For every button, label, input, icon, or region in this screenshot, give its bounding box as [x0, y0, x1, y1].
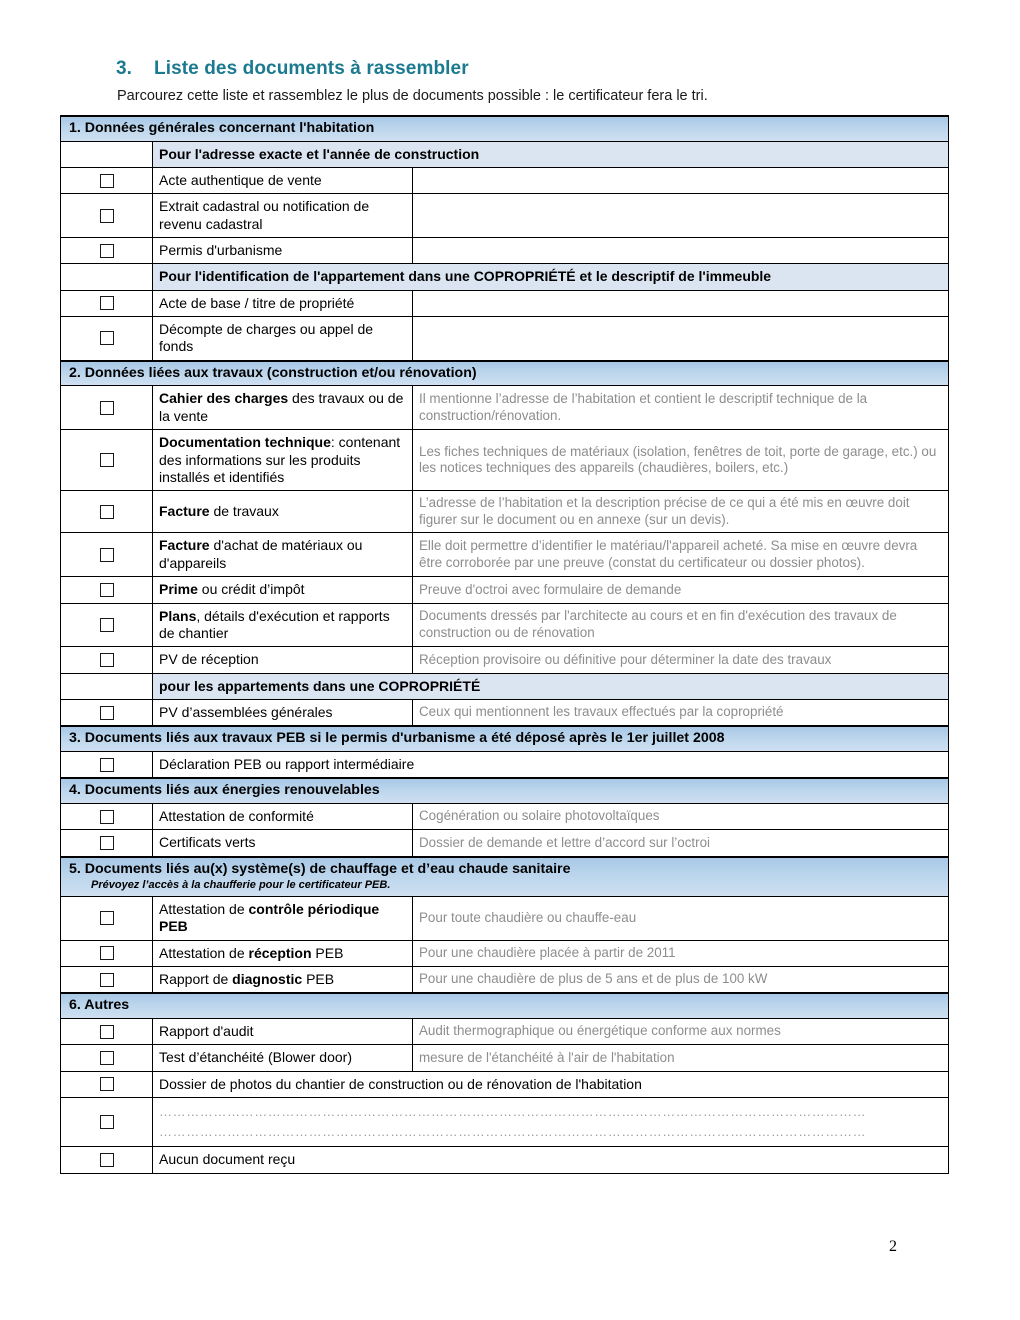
checkbox-empty-icon[interactable] [100, 946, 114, 960]
checkbox-cell[interactable] [61, 966, 153, 993]
checkbox-empty-icon[interactable] [100, 706, 114, 720]
section-title: 6. Autres [69, 997, 130, 1014]
row-label: Prime ou crédit d’impôt [153, 577, 413, 603]
row-label: Aucun document reçu [153, 1147, 949, 1173]
table-row [61, 167, 949, 193]
section-header-2 [61, 361, 949, 386]
row-description: Réception provisoire ou définitive pour déterminer la date des travaux [413, 647, 949, 673]
checkbox-cell[interactable] [61, 1018, 153, 1044]
checkbox-empty-icon[interactable] [100, 973, 114, 987]
checkbox-empty-icon[interactable] [100, 244, 114, 258]
checkbox-empty-icon[interactable] [100, 1051, 114, 1065]
table-row [61, 533, 949, 577]
checkbox-empty-icon[interactable] [100, 505, 114, 519]
checkbox-cell[interactable] [61, 577, 153, 603]
section-header-3 [61, 726, 949, 751]
section-title: 4. Documents liés aux énergies renouvelables [69, 782, 380, 799]
checkbox-empty-icon[interactable] [100, 583, 114, 597]
checkbox-empty-icon[interactable] [100, 810, 114, 824]
section-title: 5. Documents liés au(x) système(s) de chauffage et d’eau chaude sanitaire [69, 860, 571, 877]
checkbox-empty-icon[interactable] [100, 1153, 114, 1167]
checkbox-cell[interactable] [61, 1045, 153, 1071]
row-description: Documents dressés par l'architecte au cours et en fin d'exécution des travaux de construction ou de rénovation [413, 603, 949, 647]
table-row [61, 896, 949, 940]
intro-paragraph: Parcourez cette liste et rassemblez le plus de documents possible : le certificateur fera le tri. [117, 88, 708, 104]
checkbox-empty-icon[interactable] [100, 836, 114, 850]
sub-header-label: pour les appartements dans une COPROPRIÉTÉ [153, 673, 949, 699]
row-description: Pour toute chaudière ou chauffe-eau [413, 896, 949, 940]
section-header-1 [61, 116, 949, 141]
checkbox-cell[interactable] [61, 491, 153, 533]
write-in-field[interactable] [153, 1098, 949, 1147]
checkbox-empty-icon[interactable] [100, 401, 114, 415]
row-description: Audit thermographique ou énergétique conforme aux normes [413, 1018, 949, 1044]
table-row [61, 699, 949, 726]
page-number: 2 [889, 1238, 897, 1255]
table-row [61, 940, 949, 966]
row-label: Test d’étanchéité (Blower door) [153, 1045, 413, 1071]
checkbox-cell[interactable] [61, 603, 153, 647]
table-row [61, 194, 949, 238]
sub-header-label: Pour l'identification de l'appartement dans une COPROPRIÉTÉ et le descriptif de l'immeuble [153, 264, 949, 290]
checkbox-cell[interactable] [61, 317, 153, 361]
row-label: Documentation technique: contenant des informations sur les produits installés et identifiés [153, 430, 413, 491]
row-description [413, 317, 949, 361]
checkbox-empty-icon[interactable] [100, 653, 114, 667]
row-description: Ceux qui mentionnent les travaux effectués par la copropriété [413, 699, 949, 726]
sub-header-row [61, 673, 949, 699]
sub-header-label: Pour l'adresse exacte et l'année de construction [153, 141, 949, 167]
row-label: Attestation de conformité [153, 803, 413, 829]
checkbox-cell[interactable] [61, 533, 153, 577]
row-label: Attestation de contrôle périodique PEB [153, 896, 413, 940]
section-title: 3. Documents liés aux travaux PEB si le permis d'urbanisme a été déposé après le 1er juillet 2008 [69, 730, 725, 747]
checkbox-cell[interactable] [61, 167, 153, 193]
checkbox-cell[interactable] [61, 430, 153, 491]
row-description: Il mentionne l’adresse de l’habitation et contient le descriptif technique de la construction/rénovation. [413, 386, 949, 430]
checkbox-empty-icon[interactable] [100, 1025, 114, 1039]
checkbox-empty-icon[interactable] [100, 1115, 114, 1129]
section-header-5 [61, 857, 949, 897]
row-label: Acte de base / titre de propriété [153, 290, 413, 316]
row-description: Dossier de demande et lettre d’accord sur l’octroi [413, 830, 949, 857]
row-label: Rapport d'audit [153, 1018, 413, 1044]
checkbox-cell[interactable] [61, 238, 153, 264]
empty-checkbox-cell [61, 673, 153, 699]
row-label: Plans, détails d'exécution et rapports de chantier [153, 603, 413, 647]
checkbox-cell[interactable] [61, 699, 153, 726]
checkbox-empty-icon[interactable] [100, 296, 114, 310]
section-title: 2. Données liées aux travaux (construction et/ou rénovation) [69, 364, 477, 381]
table-row [61, 491, 949, 533]
row-label: PV d’assemblées générales [153, 699, 413, 726]
checkbox-cell[interactable] [61, 896, 153, 940]
section-note: Prévoyez l’accès à la chaufferie pour le certificateur PEB. [91, 879, 391, 892]
page-title-text: Liste des documents à rassembler [154, 58, 469, 79]
row-description: Preuve d'octroi avec formulaire de demande [413, 577, 949, 603]
page-title [116, 58, 469, 80]
row-description: Pour une chaudière placée à partir de 2011 [413, 940, 949, 966]
row-description: mesure de l'étanchéité à l'air de l'habitation [413, 1045, 949, 1071]
checkbox-empty-icon[interactable] [100, 911, 114, 925]
dotted-line-2: ………………………………………………………………………………………………………………………………………… [159, 1124, 867, 1140]
dotted-line-1: ………………………………………………………………………………………………………………………………………… [159, 1104, 867, 1119]
row-label: PV de réception [153, 647, 413, 673]
row-description: Elle doit permettre d’identifier le matériau/l'appareil acheté. Sa mise en œuvre devra être corroborée par une preuve (constat du certificateur ou dossier photos). [413, 533, 949, 577]
section-header-row [61, 857, 949, 897]
section-header-row [61, 993, 949, 1018]
table-row [61, 290, 949, 316]
checkbox-empty-icon[interactable] [100, 174, 114, 188]
section-header-row [61, 778, 949, 803]
row-label: Facture d'achat de matériaux ou d'appareils [153, 533, 413, 577]
checkbox-empty-icon[interactable] [100, 548, 114, 562]
row-label: Dossier de photos du chantier de construction ou de rénovation de l'habitation [153, 1071, 949, 1097]
table-row [61, 1071, 949, 1097]
row-label: Décompte de charges ou appel de fonds [153, 317, 413, 361]
checkbox-empty-icon[interactable] [100, 453, 114, 467]
row-label: Permis d'urbanisme [153, 238, 413, 264]
row-label: Extrait cadastral ou notification de revenu cadastral [153, 194, 413, 238]
row-label: Certificats verts [153, 830, 413, 857]
table-row [61, 647, 949, 673]
row-description: Cogénération ou solaire photovoltaïques [413, 803, 949, 829]
page-title-number: 3. [116, 58, 133, 79]
section-title: 1. Données générales concernant l'habitation [69, 120, 375, 136]
row-label: Acte authentique de vente [153, 167, 413, 193]
checkbox-cell[interactable] [61, 940, 153, 966]
row-description [413, 290, 949, 316]
sub-header-row [61, 264, 949, 290]
sub-header-row [61, 141, 949, 167]
table-row [61, 238, 949, 264]
checkbox-cell[interactable] [61, 751, 153, 778]
table-row [61, 430, 949, 491]
checkbox-cell[interactable] [61, 194, 153, 238]
row-description: Les fiches techniques de matériaux (isolation, fenêtres de toit, porte de garage, etc.) ou les notices techniques des appareils (chaudières, boilers, etc.) [413, 430, 949, 491]
table-row [61, 1147, 949, 1173]
checkbox-cell[interactable] [61, 803, 153, 829]
table-row [61, 751, 949, 778]
checkbox-empty-icon[interactable] [100, 331, 114, 345]
documents-checklist-table [60, 115, 949, 1174]
table-row [61, 386, 949, 430]
checkbox-cell[interactable] [61, 1098, 153, 1147]
checkbox-empty-icon[interactable] [100, 209, 114, 223]
row-label: Facture de travaux [153, 491, 413, 533]
row-description [413, 194, 949, 238]
section-header-row [61, 361, 949, 386]
section-header-6 [61, 993, 949, 1018]
table-row [61, 803, 949, 829]
row-label: Rapport de diagnostic PEB [153, 966, 413, 993]
empty-checkbox-cell [61, 141, 153, 167]
table-row [61, 1045, 949, 1071]
row-description [413, 238, 949, 264]
checkbox-cell[interactable] [61, 830, 153, 857]
table-row-blank-write-in [61, 1098, 949, 1147]
table-row [61, 603, 949, 647]
table-row [61, 577, 949, 603]
row-description [413, 167, 949, 193]
section-header-4 [61, 778, 949, 803]
checkbox-cell[interactable] [61, 1147, 153, 1173]
checkbox-cell[interactable] [61, 290, 153, 316]
checkbox-cell[interactable] [61, 1071, 153, 1097]
checkbox-cell[interactable] [61, 647, 153, 673]
row-description: L’adresse de l’habitation et la description précise de ce qui a été mis en œuvre doit figurer sur le document ou en annexe (sur un devis). [413, 491, 949, 533]
table-row [61, 830, 949, 857]
section-header-row [61, 116, 949, 141]
row-label: Cahier des charges des travaux ou de la vente [153, 386, 413, 430]
table-row [61, 317, 949, 361]
section-header-row [61, 726, 949, 751]
checkbox-cell[interactable] [61, 386, 153, 430]
table-row [61, 1018, 949, 1044]
row-description: Pour une chaudière de plus de 5 ans et de plus de 100 kW [413, 966, 949, 993]
empty-checkbox-cell [61, 264, 153, 290]
row-label: Attestation de réception PEB [153, 940, 413, 966]
table-row [61, 966, 949, 993]
row-label: Déclaration PEB ou rapport intermédiaire [153, 751, 949, 778]
checkbox-empty-icon[interactable] [100, 618, 114, 632]
checkbox-empty-icon[interactable] [100, 1077, 114, 1091]
checkbox-empty-icon[interactable] [100, 758, 114, 772]
